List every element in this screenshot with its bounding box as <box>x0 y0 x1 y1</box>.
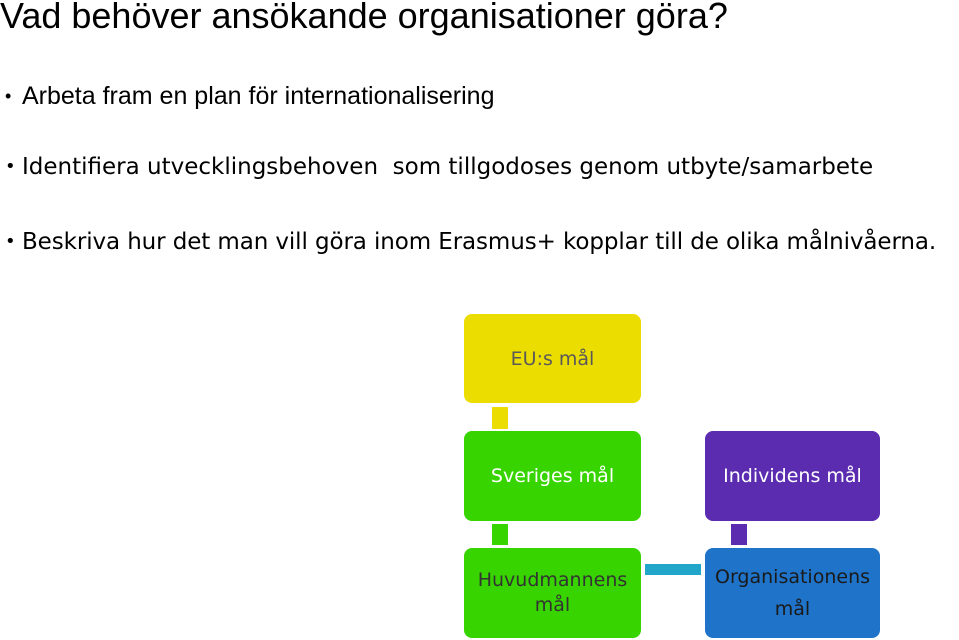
eu-goal-box <box>464 314 641 403</box>
connector-individ-organisation <box>731 524 747 545</box>
individ-goal-box <box>705 431 880 521</box>
connector-huvudman-organisation <box>645 564 701 575</box>
huvudman-goal-label-line1: Huvudmannens <box>477 569 628 591</box>
sverige-goal-box <box>464 431 641 521</box>
bullet-text: Identifiera utvecklingsbehoven som tillgodoses genom utbyte/samarbete <box>22 154 874 180</box>
bullet-item-identifiera <box>5 152 873 182</box>
bullet-icon: • <box>5 231 16 252</box>
bullet-text: Beskriva hur det man vill göra inom Erasmus+ kopplar till de olika målnivåerna. <box>22 229 937 255</box>
organisation-goal-label-line1: Organisationens <box>714 566 871 588</box>
huvudman-goal-label-line2: mål <box>534 594 571 616</box>
bullet-icon: • <box>5 86 12 106</box>
organisation-goal-label-line2: mål <box>774 598 811 620</box>
sverige-goal-label: Sveriges mål <box>490 465 615 487</box>
connector-sverige-huvudman <box>492 524 508 545</box>
bullet-text: Arbeta fram en plan för internationalisering <box>22 82 495 110</box>
bullet-item-beskriva <box>5 227 936 257</box>
organisation-goal-box <box>705 548 880 638</box>
bullet-item-plan <box>5 81 495 111</box>
individ-goal-label: Individens mål <box>723 465 862 487</box>
slide-title: Vad behöver ansökande organisationer göra? <box>0 0 728 36</box>
huvudman-goal-box <box>464 548 641 638</box>
connector-eu-sverige <box>492 407 508 429</box>
eu-goal-label: EU:s mål <box>510 347 595 370</box>
bullet-icon: • <box>5 156 16 177</box>
